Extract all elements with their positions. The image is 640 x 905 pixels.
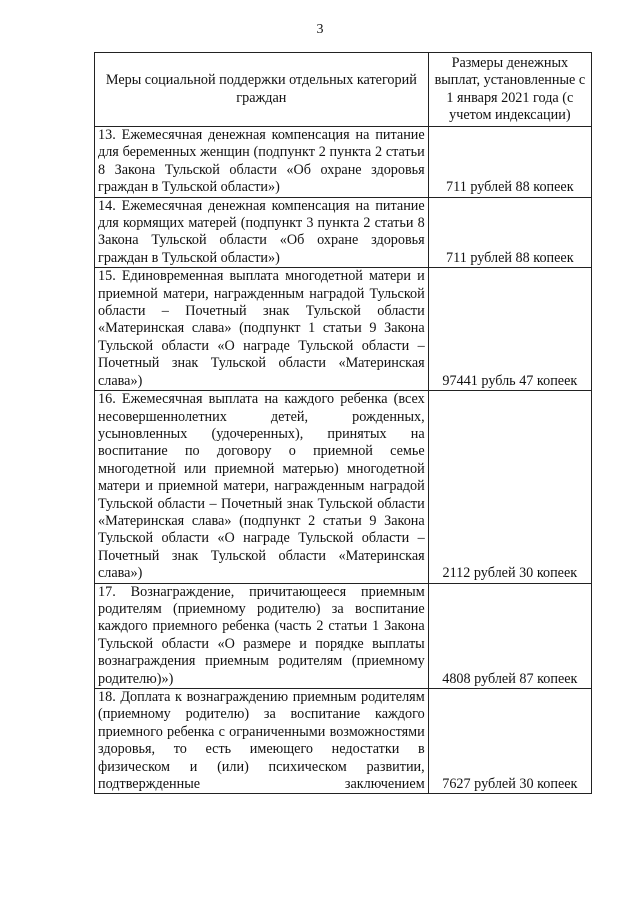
measure-cell: 17. Вознаграждение, причитающееся приемным родителям (приемному родителю) за воспитание каждого приемного ребенка (часть 2 статьи 1 Закона Тульской области «О размере и порядке выплаты вознаграждения приемным родителям (приемному родителю)»)	[95, 583, 429, 688]
table-header-row	[95, 53, 592, 127]
amount-cell: 97441 рубль 47 копеек	[428, 268, 591, 391]
header-measures	[95, 53, 429, 127]
measure-cell: 13. Ежемесячная денежная компенсация на питание для беременных женщин (подпункт 2 пункта 2 статьи 8 Закона Тульской области «Об охране здоровья граждан в Тульской области»)	[95, 127, 429, 198]
table-row	[95, 268, 592, 391]
header-amounts-text: Размеры денежных выплат, установленные с 1 января 2021 года (с учетом индексации)	[434, 54, 586, 123]
amount-cell: 4808 рублей 87 копеек	[428, 583, 591, 688]
amount-cell: 2112 рублей 30 копеек	[428, 391, 591, 583]
table-row	[95, 197, 592, 268]
table-row	[95, 583, 592, 688]
header-measures-text: Меры социальной поддержки отдельных категорий граждан	[105, 72, 417, 106]
table-row	[95, 127, 592, 198]
measure-cell: 15. Единовременная выплата многодетной матери и приемной матери, награжденным наградой Тульской области – Почетный знак Тульской области «Материнская слава» (подпункт 1 статьи 9 Закона Тульской области «О награде Тульской области – Почетный знак Тульской области «Материнская слава»)	[95, 268, 429, 391]
measure-cell: 18. Доплата к вознаграждению приемным родителям (приемному родителю) за воспитание каждого приемного ребенка с ограниченными возможностями здоровья, то есть имеющего недостатки в физическом и (или) психическом развитии, подтвержденные заключением	[95, 689, 429, 794]
amount-cell: 711 рублей 88 копеек	[428, 127, 591, 198]
header-amounts	[428, 53, 591, 127]
measure-cell: 14. Ежемесячная денежная компенсация на питание для кормящих матерей (подпункт 3 пункта 2 статьи 8 Закона Тульской области «Об охране здоровья граждан в Тульской области»)	[95, 197, 429, 268]
social-support-table	[94, 52, 592, 794]
measure-cell: 16. Ежемесячная выплата на каждого ребенка (всех несовершеннолетних детей, рожденных, усыновленных (удочеренных), принятых на воспитание по договору о приемной семье многодетной или приемной матерью) многодетной матери и приемной матери, награжденным наградой Тульской области – Почетный знак Тульской области «Материнская слава» (подпункт 2 статьи 9 Закона Тульской области «О награде Тульской области – Почетный знак Тульской области «Материнская слава»)	[95, 391, 429, 583]
table-row	[95, 391, 592, 583]
table-row	[95, 689, 592, 794]
page-number: 3	[316, 22, 324, 37]
amount-cell: 7627 рублей 30 копеек	[428, 689, 591, 794]
amount-cell: 711 рублей 88 копеек	[428, 197, 591, 268]
